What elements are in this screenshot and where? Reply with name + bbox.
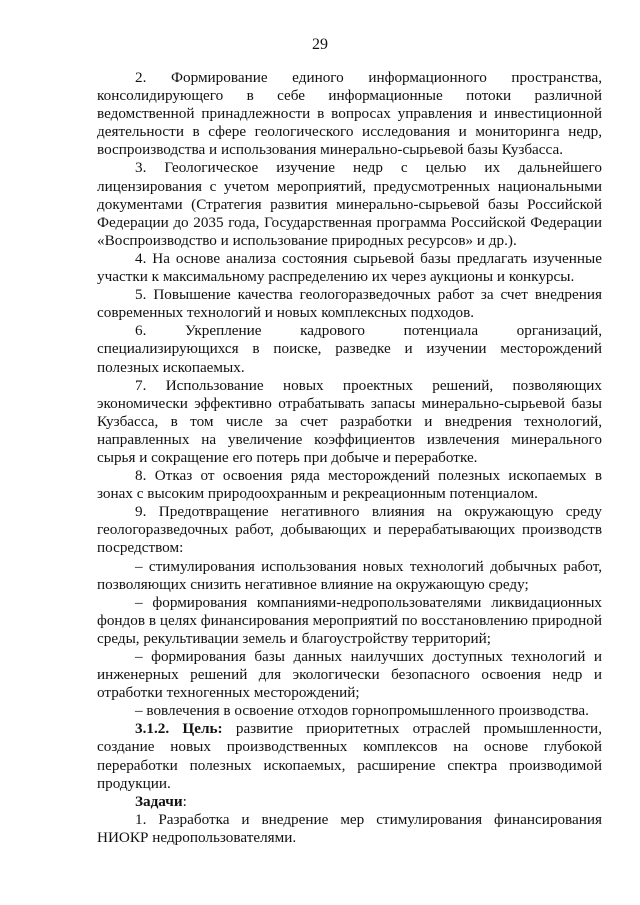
goal-text: развитие приоритетных отраслей промышленности, создание новых производственных комплексов на основе глубокой переработки полезных ископаемых, расширение спектра производимой продукции.	[97, 720, 602, 792]
goal-paragraph	[97, 720, 602, 792]
bullet-item-waste-involvement: – вовлечения в освоение отходов горнопромышленного производства.	[135, 702, 589, 720]
task-item-1: 1. Разработка и внедрение мер стимулирования финансирования НИОКР недропользователями.	[97, 810, 602, 846]
paragraph-item-8: 8. Отказ от освоения ряда месторождений полезных ископаемых в зонах с высоким природоохранным и рекреационным потенциалом.	[97, 467, 602, 503]
paragraph-item-6: 6. Укрепление кадрового потенциала организаций, специализирующихся в поиске, разведке и изучении месторождений полезных ископаемых.	[97, 322, 602, 376]
paragraph-item-3: 3. Геологическое изучение недр с целью их дальнейшего лицензирования с учетом мероприятий, предусмотренных национальными документами (Стратегия развития минерально-сырьевой базы Российской Федерации до 2035 года, Государственная программа Российской Федерации «Воспроизводство и использование природных ресурсов» и др.).	[97, 159, 602, 249]
tasks-label: Задачи	[135, 792, 183, 810]
paragraph-item-4: 4. На основе анализа состояния сырьевой базы предлагать изученные участки к максимальному распределению их через аукционы и конкурсы.	[97, 249, 602, 286]
bullet-item-best-technologies-database: – формирования базы данных наилучших доступных технологий и инженерных решений для экологически безопасного освоения недр и отработки техногенных месторождений;	[97, 648, 602, 702]
paragraph-item-9: 9. Предотвращение негативного влияния на окружающую среду геологоразведочных работ, добывающих и перерабатывающих производств посредством:	[97, 503, 602, 557]
paragraph-item-7: 7. Использование новых проектных решений, позволяющих экономически эффективно отрабатывать запасы минерально-сырьевой базы Кузбасса, в том числе за счет разработки и внедрения технологий, направленных на увеличение коэффициентов извлечения минерального сырья и сокращение его потерь при добыче и переработке.	[97, 376, 602, 466]
page-body	[97, 69, 602, 847]
tasks-suffix: :	[182, 792, 187, 810]
tasks-heading	[97, 793, 602, 811]
goal-label: 3.1.2. Цель:	[135, 720, 223, 738]
bullet-item-liquidation-funds: – формирования компаниями-недропользователями ликвидационных фондов в целях финансирования мероприятий по восстановлению природной среды, рекультивации земель и благоустройству территорий;	[97, 593, 602, 647]
paragraph-item-5: 5. Повышение качества геологоразведочных работ за счет внедрения современных технологий и новых комплексных подходов.	[97, 286, 602, 322]
page-number: 29	[312, 36, 328, 53]
bullet-item-technologies: – стимулирования использования новых технологий добычных работ, позволяющих снизить негативное влияние на окружающую среду;	[97, 557, 602, 593]
paragraph-item-2: 2. Формирование единого информационного пространства, консолидирующего в себе информационные потоки различной ведомственной принадлежности в вопросах управления и инвестиционной деятельности в сфере геологического исследования и мониторинга недр, воспроизводства и использования минерально-сырьевой базы Кузбасса.	[97, 69, 602, 159]
